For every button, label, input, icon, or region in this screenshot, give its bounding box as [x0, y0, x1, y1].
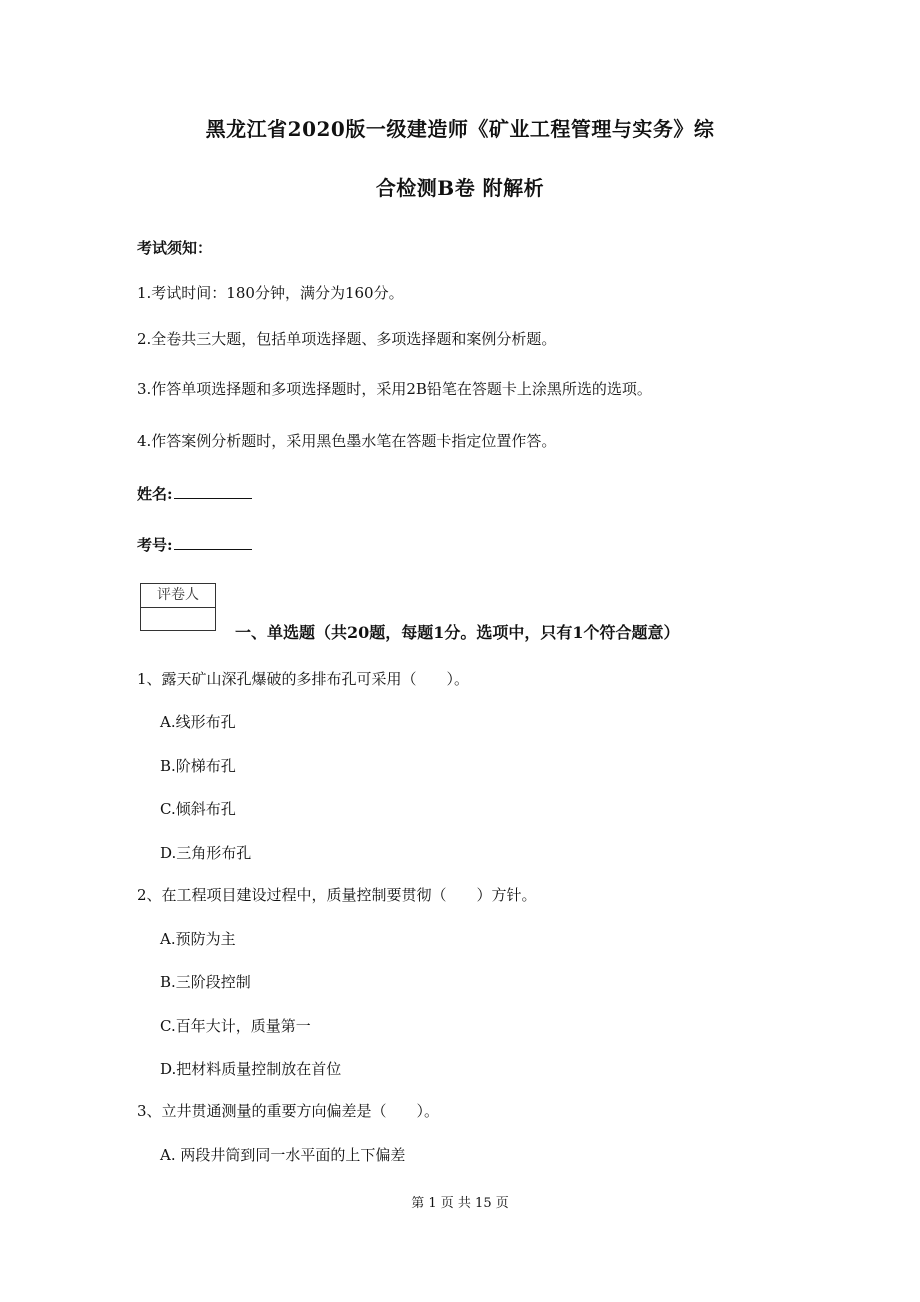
question-stem: 1、露天矿山深孔爆破的多排布孔可采用（ ）。: [137, 670, 470, 688]
name-blank[interactable]: [174, 484, 252, 499]
notice-item: 1.考试时间：180分钟，满分为160分。: [137, 284, 404, 302]
question-option: C.倾斜布孔: [160, 800, 236, 818]
question-stem: 3、立井贯通测量的重要方向偏差是（ ）。: [137, 1102, 440, 1120]
title-line-2: 合检测B卷 附解析: [375, 176, 545, 200]
question-option: C.百年大计，质量第一: [160, 1017, 311, 1035]
id-label: 考号:: [137, 536, 173, 554]
id-blank[interactable]: [174, 535, 252, 550]
title-line-1: 黑龙江省2020版一级建造师《矿业工程管理与实务》综: [205, 117, 715, 141]
notice-item: 3.作答单项选择题和多项选择题时，采用2B铅笔在答题卡上涂黑所选的选项。: [137, 380, 652, 398]
question-option: A.预防为主: [160, 930, 236, 948]
notice-heading: 考试须知：: [137, 239, 213, 257]
name-label: 姓名:: [137, 485, 173, 503]
grader-label: 评卷人: [141, 584, 215, 608]
name-field[interactable]: [137, 483, 252, 504]
question-stem: 2、在工程项目建设过程中，质量控制要贯彻（ ）方针。: [137, 886, 537, 904]
notice-item: 4.作答案例分析题时，采用黑色墨水笔在答题卡指定位置作答。: [137, 432, 557, 450]
question-option: A.线形布孔: [160, 713, 236, 731]
id-field[interactable]: [137, 534, 252, 555]
page-footer: 第 1 页 共 15 页: [411, 1196, 509, 1211]
question-option: D.把材料质量控制放在首位: [160, 1060, 342, 1078]
question-option: D.三角形布孔: [160, 844, 252, 862]
question-option: A. 两段井筒到同一水平面的上下偏差: [160, 1146, 406, 1164]
grader-box: [140, 583, 216, 631]
question-option: B.三阶段控制: [160, 973, 251, 991]
question-option: B.阶梯布孔: [160, 757, 236, 775]
section-title: 一、单选题（共20题，每题1分。选项中，只有1个符合题意）: [235, 623, 680, 642]
notice-item: 2.全卷共三大题，包括单项选择题、多项选择题和案例分析题。: [137, 330, 557, 348]
